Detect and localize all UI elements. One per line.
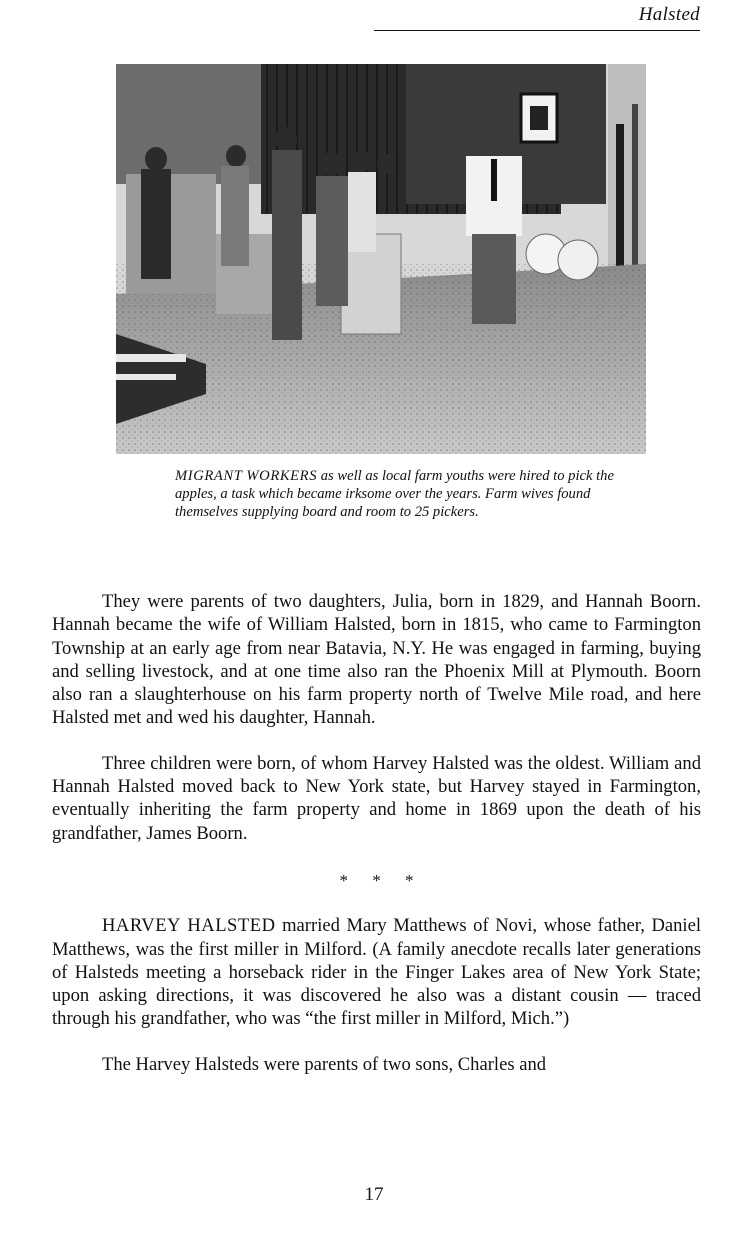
caption-lead: MIGRANT WORKERS	[175, 468, 318, 484]
paragraph-2: Three children were born, of whom Harvey Halsted was the oldest. William and Hannah Halsted moved back to New York state, but Harvey stayed in Farmington, eventually inheriting the farm property and home in 1869 upon the death of his grandfather, James Boorn.	[52, 752, 701, 844]
photo-migrant-workers	[116, 64, 646, 454]
section-separator: * * *	[339, 870, 424, 890]
photo-caption	[175, 467, 615, 521]
header-rule	[374, 30, 700, 31]
paragraph-3	[52, 914, 701, 1030]
paragraph-3-lead: HARVEY HALSTED	[102, 915, 276, 937]
running-head: Halsted	[638, 4, 700, 25]
paragraph-1: They were parents of two daughters, Julia, born in 1829, and Hannah Boorn. Hannah became the wife of William Halsted, born in 1815, who came to Farmington Township at an early age from near Batavia, N.Y. He was engaged in farming, buying and selling livestock, and at one time also ran the Phoenix Mill at Plymouth. Boorn also ran a slaughterhouse on his farm property north of Twelve Mile road, and here Halsted met and wed his daughter, Hannah.	[52, 591, 701, 729]
paragraph-4: The Harvey Halsteds were parents of two sons, Charles and	[102, 1053, 547, 1075]
paragraph-3-text: married Mary Matthews of Novi, whose father, Daniel Matthews, was the first miller in Milford. (A family anecdote recalls later generations of Halsteds meeting a horseback rider in the Finger Lakes area of New York State; upon asking directions, it was discovered he also was a distant cousin — traced through his grandfather, who was “the first miller in Milford, Mich.”)	[52, 915, 702, 1030]
caption-text: as well as local farm youths were hired to pick the apples, a task which became irksome over the years. Farm wives found themselves supplying board and room to 25 pickers.	[175, 468, 614, 520]
body-text	[52, 590, 701, 1076]
page-number: 17	[364, 1184, 384, 1205]
